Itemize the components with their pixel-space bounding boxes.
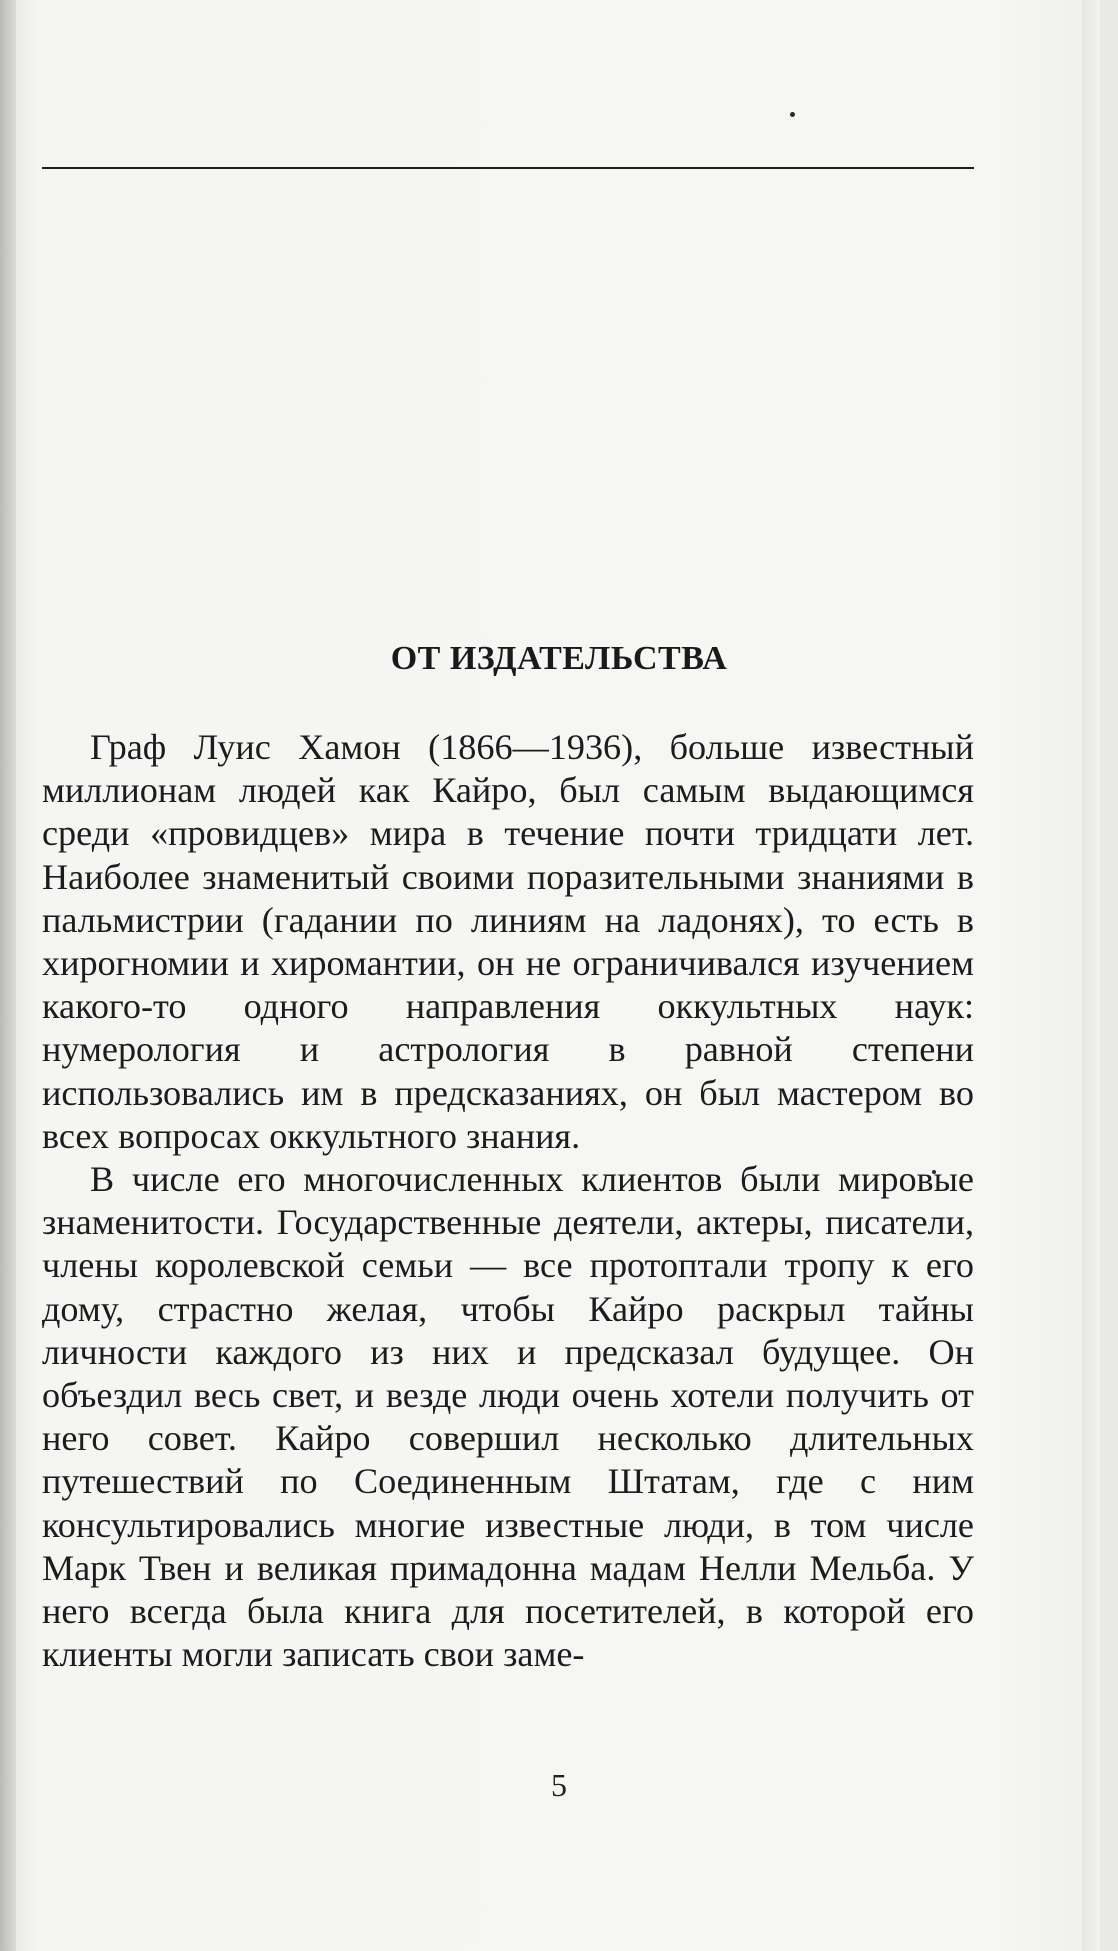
page-number: 5 — [551, 1767, 567, 1803]
paragraph: В числе его многочисленных клиентов были мировые знаменитости. Государственные деятели, актеры, писатели, члены королевской семьи — все протоптали тропу к его дому, страстно желая, чтобы Кайро раскрыл тайны личности каждого из них и предсказал будущее. Он объездил весь свет, и везде люди очень хотели получить от него совет. Кайро совершил несколько длительных путешествий по Соединенным Штатам, где с ним консультировались многие известные люди, в том числе Марк Твен и великая примадонна мадам Нелли Мельба. У него всегда была книга для посетителей, в которой его клиенты могли записать свои заме- — [42, 1159, 974, 1675]
paragraph: Граф Луис Хамон (1866—1936), больше известный миллионам людей как Кайро, был самым выдающимся среди «провидцев» мира в течение почти тридцати лет. Наиболее знаменитый своими поразительными знаниями в пальмистрии (гадании по линиям на ладонях), то есть в хирогномии и хиромантии, он не ограничивался изучением какого-то одного направления оккультных наук: нумерология и астрология в равной степени использовались им в предсказаниях, он был мастером во всех вопросах оккультного знания. — [42, 727, 974, 1156]
body-text — [42, 726, 974, 1676]
header-rule — [42, 167, 974, 169]
page-right-edge — [1082, 0, 1100, 1951]
section-heading: ОТ ИЗДАТЕЛЬСТВА — [390, 640, 728, 677]
page-binding-shadow — [0, 0, 16, 1951]
print-speck — [790, 112, 795, 117]
